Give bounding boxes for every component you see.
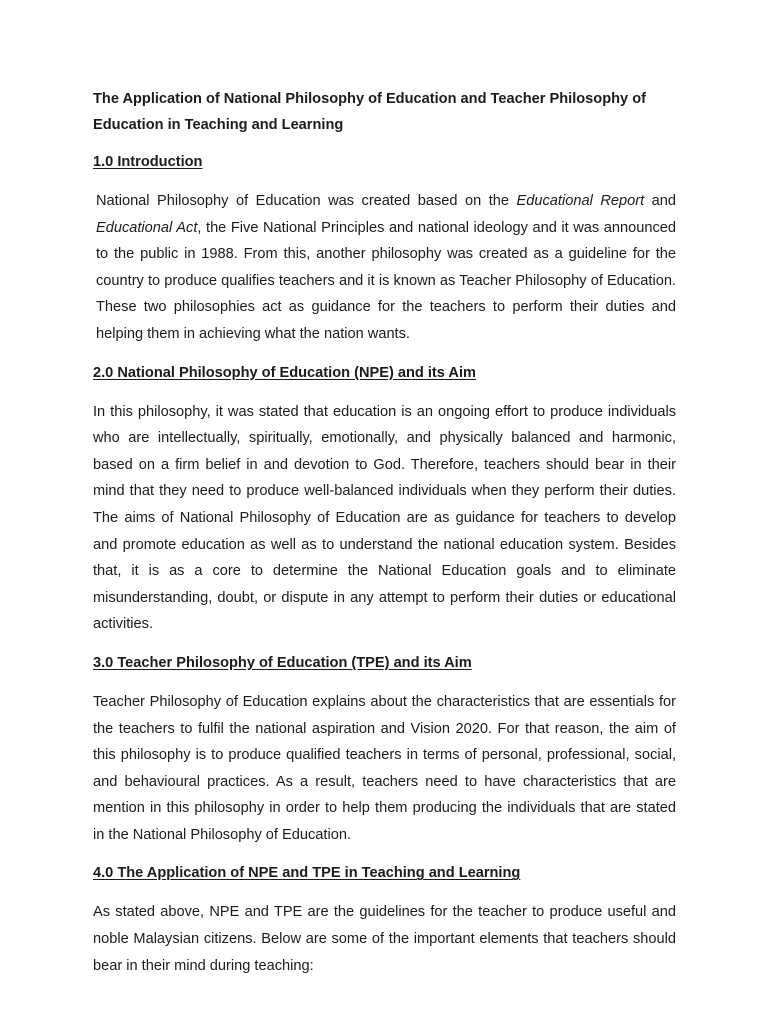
italic-term-educational-report: Educational Report xyxy=(516,193,645,209)
paragraph-npe: In this philosophy, it was stated that education is an ongoing effort to produce individuals who are intellectually, spiritually, emotionally, and physically balanced and harmonic, based on a firm belief in and devotion to God. Therefore, teachers should bear in their mind that they need to produce well-balanced individuals when they perform their duties. The aims of National Philosophy of Education are as guidance for teachers to develop and promote education as well as to understand the national education system. Besides that, it is as a core to determine the National Education goals and to eliminate misunderstanding, doubt, or dispute in any attempt to perform their duties or educational activities. xyxy=(93,403,676,633)
paragraph-tpe: Teacher Philosophy of Education explains about the characteristics that are essentials for the teachers to fulfil the national aspiration and Vision 2020. For that reason, the aim of this philosophy is to produce qualified teachers in terms of personal, professional, social, and behavioural practices. As a result, teachers need to have characteristics that are mention in this philosophy in order to help them producing the individuals that are stated in the National Philosophy of Education. xyxy=(93,693,676,843)
italic-term-educational-act: Educational Act xyxy=(96,219,198,236)
section-heading-tpe: 3.0 Teacher Philosophy of Education (TPE) and its Aim xyxy=(93,654,472,671)
paragraph-text: and xyxy=(644,193,677,209)
paragraph-application: As stated above, NPE and TPE are the guidelines for the teacher to produce useful and noble Malaysian citizens. Below are some of the important elements that teachers should bear in their mind during teaching: xyxy=(93,904,676,974)
paragraph-text: National Philosophy of Education was created based on the xyxy=(96,193,517,209)
paragraph-text: , the Five National Principles and national ideology and it was announced to the public in 1988. From this, another philosophy was created as a guideline for the country to produce qualifies teachers and it is known as Teacher Philosophy of Education. These two philosophies act as guidance for the teachers to perform their duties and helping them in achieving what the nation wants. xyxy=(96,219,676,342)
document-page xyxy=(93,86,676,991)
paragraph-introduction xyxy=(93,188,676,348)
section-heading-application: 4.0 The Application of NPE and TPE in Teaching and Learning xyxy=(93,865,521,882)
section-heading-introduction: 1.0 Introduction xyxy=(93,154,203,170)
document-title: The Application of National Philosophy of Education and Teacher Philosophy of Education in Teaching and Learning xyxy=(93,91,646,133)
section-heading-npe: 2.0 National Philosophy of Education (NPE) and its Aim xyxy=(93,364,476,381)
